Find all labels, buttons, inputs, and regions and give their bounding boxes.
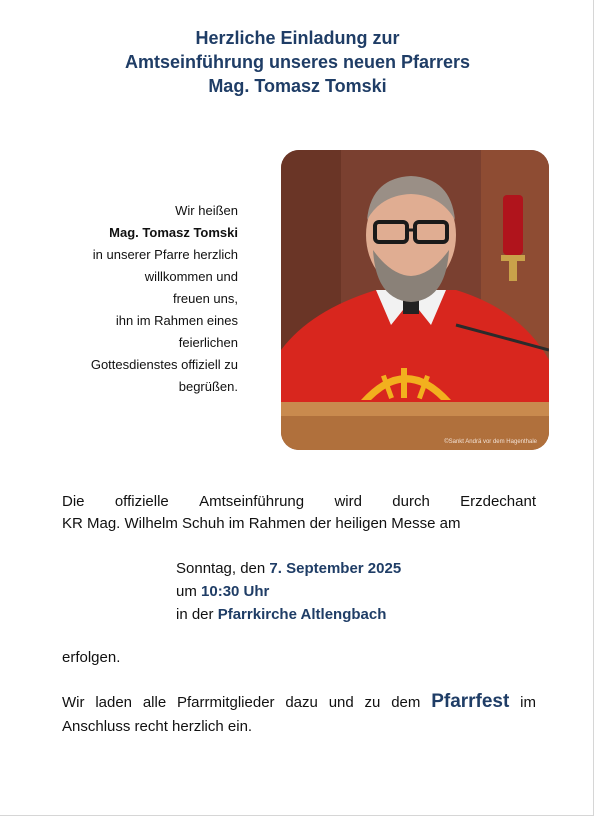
word: Amtseinführung bbox=[199, 493, 305, 510]
welcome-line: in unserer Pfarre herzlich bbox=[92, 247, 238, 262]
word: wird bbox=[334, 493, 362, 510]
candle-holder bbox=[503, 195, 523, 255]
word: offizielle bbox=[114, 493, 169, 510]
word: Pfarrmitglieder bbox=[177, 694, 275, 711]
welcome-line: willkommen und bbox=[144, 269, 238, 284]
welcome-line: Wir heißen bbox=[175, 203, 238, 218]
word: alle bbox=[142, 694, 167, 711]
welcome-line: begrüßen. bbox=[178, 379, 238, 394]
pfarrfest-highlight: Pfarrfest bbox=[431, 691, 510, 712]
word: laden bbox=[95, 694, 133, 711]
event-date-value: 7. September 2025 bbox=[269, 560, 402, 577]
date-prefix: Sonntag, den bbox=[176, 560, 270, 577]
priest-photo bbox=[281, 150, 549, 450]
welcome-name: Mag. Tomasz Tomski bbox=[109, 225, 238, 240]
welcome-line: Gottesdienstes offiziell zu bbox=[90, 357, 238, 372]
ceremony-line-2: KR Mag. Wilhelm Schuh im Rahmen der heiligen Messe am bbox=[62, 515, 461, 532]
event-date bbox=[176, 557, 401, 580]
welcome-text bbox=[40, 200, 238, 398]
event-time bbox=[176, 580, 401, 603]
event-details bbox=[176, 557, 401, 626]
lectern bbox=[281, 402, 549, 416]
place-prefix: in der bbox=[176, 606, 218, 623]
word: Erzdechant bbox=[460, 493, 536, 510]
word: im bbox=[520, 694, 536, 711]
event-place bbox=[176, 603, 401, 626]
title-line-2: Amtseinführung unseres neuen Pfarrers bbox=[124, 52, 471, 72]
invitation-line-2: Anschluss recht herzlich ein. bbox=[62, 718, 253, 735]
welcome-line: ihn im Rahmen eines bbox=[115, 313, 238, 328]
title-line-3: Mag. Tomasz Tomski bbox=[208, 76, 387, 96]
welcome-line: freuen uns, bbox=[172, 291, 238, 306]
word: und bbox=[328, 694, 354, 711]
ceremony-paragraph bbox=[62, 491, 536, 535]
word: durch bbox=[392, 493, 430, 510]
word: Wir bbox=[62, 694, 85, 711]
time-prefix: um bbox=[176, 583, 202, 600]
word: dem bbox=[391, 694, 421, 711]
invitation-title bbox=[0, 26, 595, 98]
event-place-value: Pfarrkirche Altlengbach bbox=[217, 606, 387, 623]
welcome-line: feierlichen bbox=[178, 335, 238, 350]
priest-illustration bbox=[281, 150, 549, 450]
photo-credit: ©Sankt Andrä vor dem Hagenthale bbox=[444, 439, 537, 445]
title-line-1: Herzliche Einladung zur bbox=[195, 28, 400, 48]
invitation-paragraph bbox=[62, 690, 536, 739]
event-time-value: 10:30 Uhr bbox=[201, 583, 270, 600]
word: zu bbox=[364, 694, 381, 711]
word: dazu bbox=[285, 694, 318, 711]
word: Die bbox=[62, 493, 85, 510]
erfolgen-text: erfolgen. bbox=[62, 649, 121, 666]
